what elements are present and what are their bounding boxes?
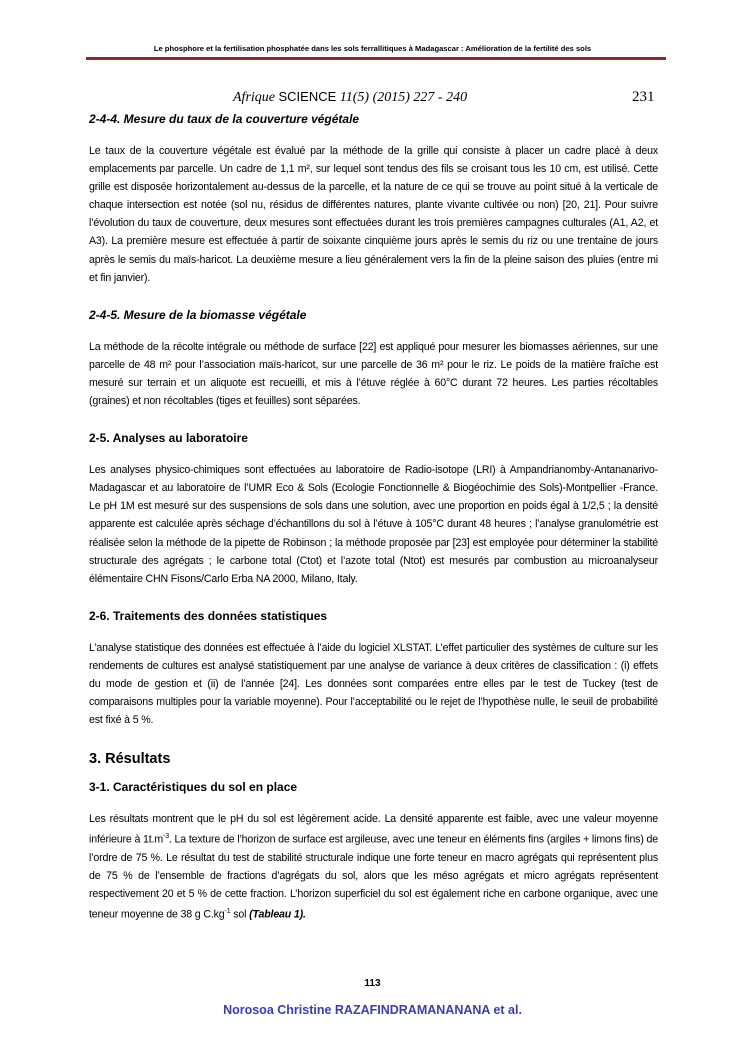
paragraph-2-6: L’analyse statistique des données est effectuée à l’aide du logiciel XLSTAT. L’effet particulier des systèmes de culture sur les rendements de cultures est analysé statistiquement par une analyse de variance à deux critères de classification : (i) effets du mode de gestion et (ii) de l’année [24]. Les données sont comparées entre elles par le test de Tuckey (test de comparaisons multiples pour la variable moyenne). Pour l’acceptabilité ou le rejet de l’hypothèse nulle, le seuil de probabilité est fixé à 5 %. <box>89 641 658 727</box>
heading-2-6: 2-6. Traitements des données statistiques <box>89 608 328 623</box>
heading-3-1: 3-1. Caractéristiques du sol en place <box>89 780 298 795</box>
page-number-footer: 113 <box>364 978 381 989</box>
paragraph-3-1-part-b: . La texture de l’horizon de surface est argileuse, avec une teneur en éléments fins (argiles + limons fins) de l’ordre de 75 %. Le résultat du test de stabilité structurale indique une forte teneur en macro agrégats qui représentent plus de 75 % de l’ensemble de fractions d’agrégats du sol, alors que les méso agrégats et micro agrégats représentent respectivement 20 et 5 % de cette fraction. L’horizon superficiel du sol est également riche en carbone organique, avec une teneur moyenne de 38 g C.kg <box>89 833 658 921</box>
journal-citation-line <box>233 89 467 106</box>
heading-2-4-5: 2-4-5. Mesure de la biomasse végétale <box>89 307 307 322</box>
article-body <box>89 111 658 944</box>
table-reference: (Tableau 1). <box>249 908 306 921</box>
footer-author: Norosoa Christine RAZAFINDRAMANANANA et al. <box>223 1003 522 1017</box>
running-title: Le phosphore et la fertilisation phosphatée dans les sols ferrallitiques à Madagascar : Amélioration de la fertilité des sols <box>153 44 592 53</box>
paragraph-2-4-4: Le taux de la couverture végétale est évalué par la méthode de la grille qui consiste à placer un cadre placé à deux emplacements par parcelle. Un cadre de 1,1 m², sur lequel sont tendus des fils se croisant tous les 10 cm, est utilisé. Cette grille est disposée horizontalement au-dessus de la parcelle, et la nature de ce qui se trouve au point situé à la verticale de chaque intersection est notée (sol nu, résidus de différentes natures, plante vivante cultivée ou non) [20, 21]. Pour suivre l’évolution du taux de couverture, deux mesures sont effectuées durant les trois premières campagnes culturales (A1, A2, et A3). La première mesure est effectuée à partir de soixante cinquième jours après le semis du riz ou une trentaine de jours après le semis du maïs-haricot. La deuxième mesure a lieu généralement vers la fin de la pleine saison des pluies (entre mi et fin janvier). <box>89 145 658 284</box>
paragraph-2-4-5: La méthode de la récolte intégrale ou méthode de surface [22] est appliqué pour mesurer les biomasses aériennes, sur une parcelle de 48 m² pour l’association maïs-haricot, sur une parcelle de 36 m² pour le riz. Le poids de la matière fraîche est mesuré sur terrain et un aliquote est recueilli, et mis à l’étuve réglée à 60°C durant 72 heures. Les parties récoltables (graines) et non récoltables (tiges et feuilles) sont séparées. <box>89 340 658 408</box>
journal-science: SCIENCE <box>278 89 337 104</box>
heading-2-4-4: 2-4-4. Mesure du taux de la couverture végétale <box>89 112 360 126</box>
superscript-kg: -1 <box>224 908 231 916</box>
page-number-top: 231 <box>632 89 655 105</box>
heading-2-5: 2-5. Analyses au laboratoire <box>89 431 248 446</box>
paragraph-2-5: Les analyses physico-chimiques sont effectuées au laboratoire de Radio-isotope (LRI) à Ampandrianomby-Antananarivo-Madagascar et au laboratoire de l’UMR Eco & Sols (Ecologie Fonctionnelle & Biogéochimie des Sols)-Montpellier -France. Le pH 1M est mesuré sur des suspensions de sols dans une solution, avec une proportion en poids égal à 1/2,5 ; la densité apparente est calculée après séchage d’échantillons du sol à l’étuve à 105°C durant 48 heures ; l’analyse granulométrie est réalisée selon la méthode de la pipette de Robinson ; la méthode proposée par [23] est employée pour déterminer la stabilité structurale des agrégats ; le carbone total (Ctot) et l’azote total (Ntot) est mesurés par combustion au microanalyseur élémentaire CHN Fisons/Carlo Erba NA 2000, Milano, Italy. <box>89 464 658 585</box>
header-rule <box>86 57 666 60</box>
journal-name: Afrique <box>233 90 275 105</box>
paragraph-3-1-part-a: Les résultats montrent que le pH du sol est légèrement acide. La densité apparente est faible, avec une valeur moyenne inférieure à 1t.m <box>89 813 658 846</box>
superscript-m3: -3 <box>163 833 169 841</box>
journal-citation: 11(5) (2015) 227 - 240 <box>339 90 468 105</box>
heading-3-resultats: 3. Résultats <box>89 751 171 768</box>
paragraph-3-1-part-c: sol <box>230 908 250 921</box>
paragraph-3-1 <box>89 810 658 924</box>
